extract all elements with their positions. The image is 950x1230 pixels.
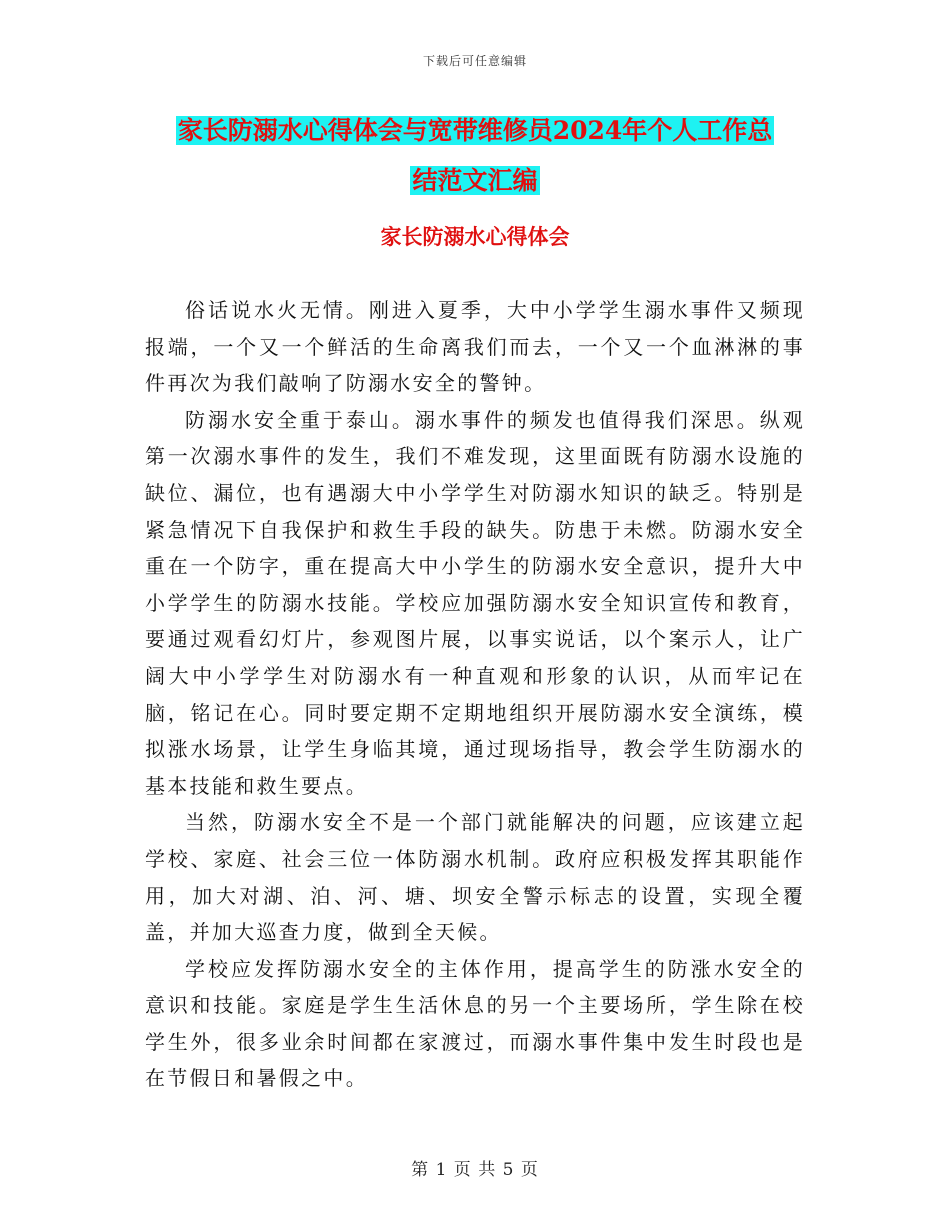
paragraph-1: 俗话说水火无情。刚进入夏季，大中小学学生溺水事件又频现报端，一个又一个鲜活的生命离我们而去，一个又一个血淋淋的事件再次为我们敲响了防溺水安全的警钟。 bbox=[145, 298, 805, 396]
header-note: 下载后可任意编辑 bbox=[422, 54, 527, 68]
section-title: 家长防溺水心得体会 bbox=[380, 224, 570, 249]
paragraph-3: 当然，防溺水安全不是一个部门就能解决的问题，应该建立起学校、家庭、社会三位一体防溺水机制。政府应积极发挥其职能作用，加大对湖、泊、河、塘、坝安全警示标志的设置，实现全覆盖，并加大巡查力度，做到全天候。 bbox=[145, 810, 805, 945]
document-title-line2: 结范文汇编 bbox=[412, 166, 538, 195]
paragraph-4: 学校应发挥防溺水安全的主体作用，提高学生的防涨水安全的意识和技能。家庭是学生生活休息的另一个主要场所，学生除在校学生外，很多业余时间都在家渡过，而溺水事件集中发生时段也是在节假日和暑假之中。 bbox=[145, 956, 805, 1091]
document-title-line1: 家长防溺水心得体会与宽带维修员2024年个人工作总 bbox=[177, 116, 773, 145]
document-body bbox=[145, 292, 805, 1097]
paragraph-2: 防溺水安全重于泰山。溺水事件的频发也值得我们深思。纵观第一次溺水事件的发生，我们不难发现，这里面既有防溺水设施的缺位、漏位，也有遇溺大中小学学生对防溺水知识的缺乏。特别是紧急情况下自我保护和救生手段的缺失。防患于未燃。防溺水安全重在一个防字，重在提高大中小学生的防溺水安全意识，提升大中小学学生的防溺水技能。学校应加强防溺水安全知识宣传和教育，要通过观看幻灯片，参观图片展，以事实说话，以个案示人，让广阔大中小学学生对防溺水有一种直观和形象的认识，从而牢记在脑，铭记在心。同时要定期不定期地组织开展防溺水安全演练，模拟涨水场景，让学生身临其境，通过现场指导，教会学生防溺水的基本技能和救生要点。 bbox=[145, 407, 805, 798]
page-number: 第 1 页 共 5 页 bbox=[411, 1160, 539, 1180]
document-title bbox=[0, 106, 950, 206]
